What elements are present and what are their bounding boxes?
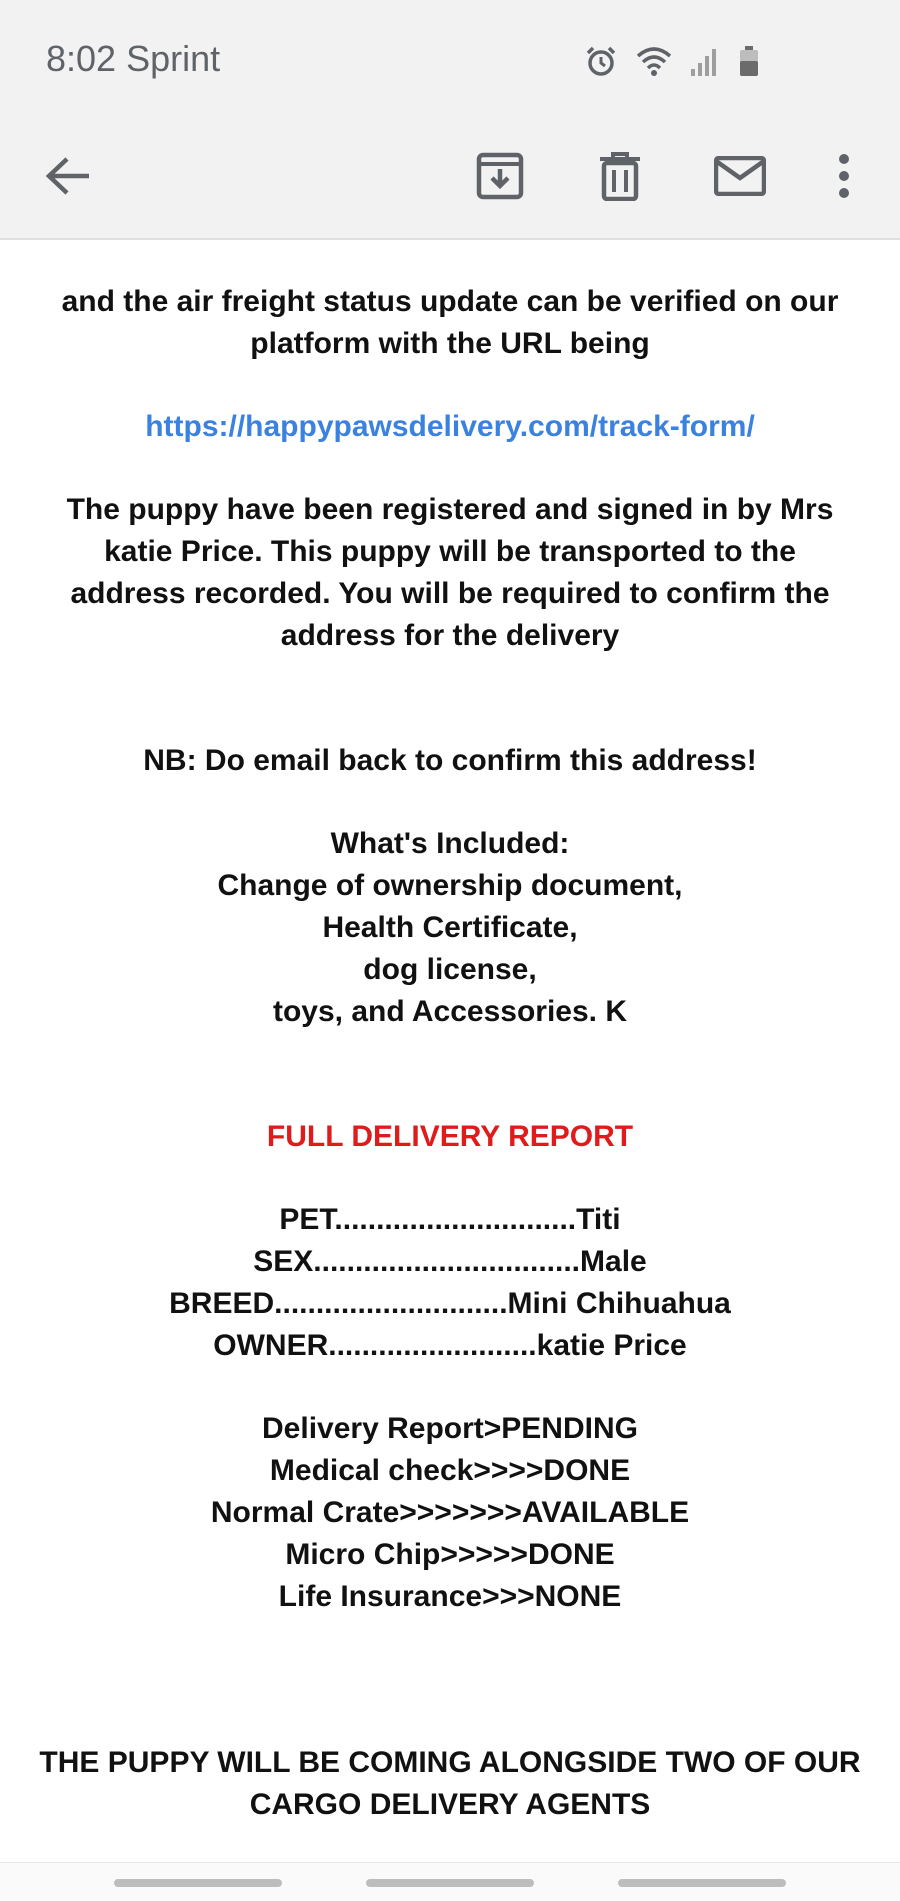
archive-button[interactable] [464, 140, 536, 212]
archive-icon [476, 152, 524, 200]
status-row: Medical check>>>>DONE [269, 1454, 631, 1487]
signal-icon [690, 45, 720, 77]
included-item: Change of ownership document, [217, 869, 683, 902]
back-nav-button[interactable] [618, 1879, 786, 1887]
body-text-line: The puppy have been registered and signed in by Mrs [66, 493, 834, 526]
body-text-line: address for the delivery [280, 619, 620, 652]
report-title: FULL DELIVERY REPORT [266, 1120, 634, 1153]
nb-note: NB: Do email back to confirm this address! [143, 744, 757, 777]
status-bar [0, 0, 900, 120]
body-text-line: address recorded. You will be required to confirm the [70, 577, 830, 610]
system-nav-bar [0, 1862, 900, 1901]
status-row: Normal Crate>>>>>>>AVAILABLE [210, 1496, 690, 1529]
back-arrow-icon [45, 156, 91, 196]
status-row: Delivery Report>PENDING [262, 1412, 638, 1445]
wifi-icon [636, 45, 672, 77]
body-text-line: and the air freight status update can be verified on our [61, 285, 839, 318]
alarm-icon [584, 44, 618, 78]
more-options-button[interactable] [808, 140, 880, 212]
body-text-line: katie Price. This puppy will be transported to the [104, 535, 796, 568]
report-row: OWNER.........................katie Price [213, 1329, 687, 1362]
body-text-line: platform with the URL being [250, 327, 650, 360]
back-button[interactable] [32, 140, 104, 212]
status-row: Micro Chip>>>>>DONE [285, 1538, 615, 1571]
battery-icon [738, 45, 760, 77]
recent-apps-button[interactable] [114, 1879, 282, 1887]
home-button[interactable] [366, 1879, 534, 1887]
report-row: BREED............................Mini Chihuahua [169, 1287, 731, 1320]
included-item: toys, and Accessories. K [272, 995, 628, 1028]
delete-icon [598, 151, 642, 201]
delete-button[interactable] [584, 140, 656, 212]
included-item: Health Certificate, [322, 911, 578, 944]
more-options-icon [838, 154, 850, 198]
included-item: dog license, [363, 953, 537, 986]
closing-line: THE PUPPY WILL BE COMING ALONGSIDE TWO OF OUR [39, 1746, 861, 1779]
status-icons [584, 38, 760, 84]
mark-unread-icon [714, 156, 766, 196]
report-row: PET.............................Titi [279, 1203, 621, 1236]
included-heading: What's Included: [330, 827, 570, 860]
status-row: Life Insurance>>>NONE [278, 1580, 622, 1613]
mark-unread-button[interactable] [704, 140, 776, 212]
report-row: SEX................................Male [253, 1245, 647, 1278]
closing-line: CARGO DELIVERY AGENTS [249, 1788, 651, 1821]
email-body [0, 240, 900, 1860]
email-toolbar [0, 120, 900, 240]
tracking-link[interactable]: https://happypawsdelivery.com/track-form/ [145, 410, 755, 443]
status-time-carrier: 8:02 Sprint [46, 38, 221, 79]
